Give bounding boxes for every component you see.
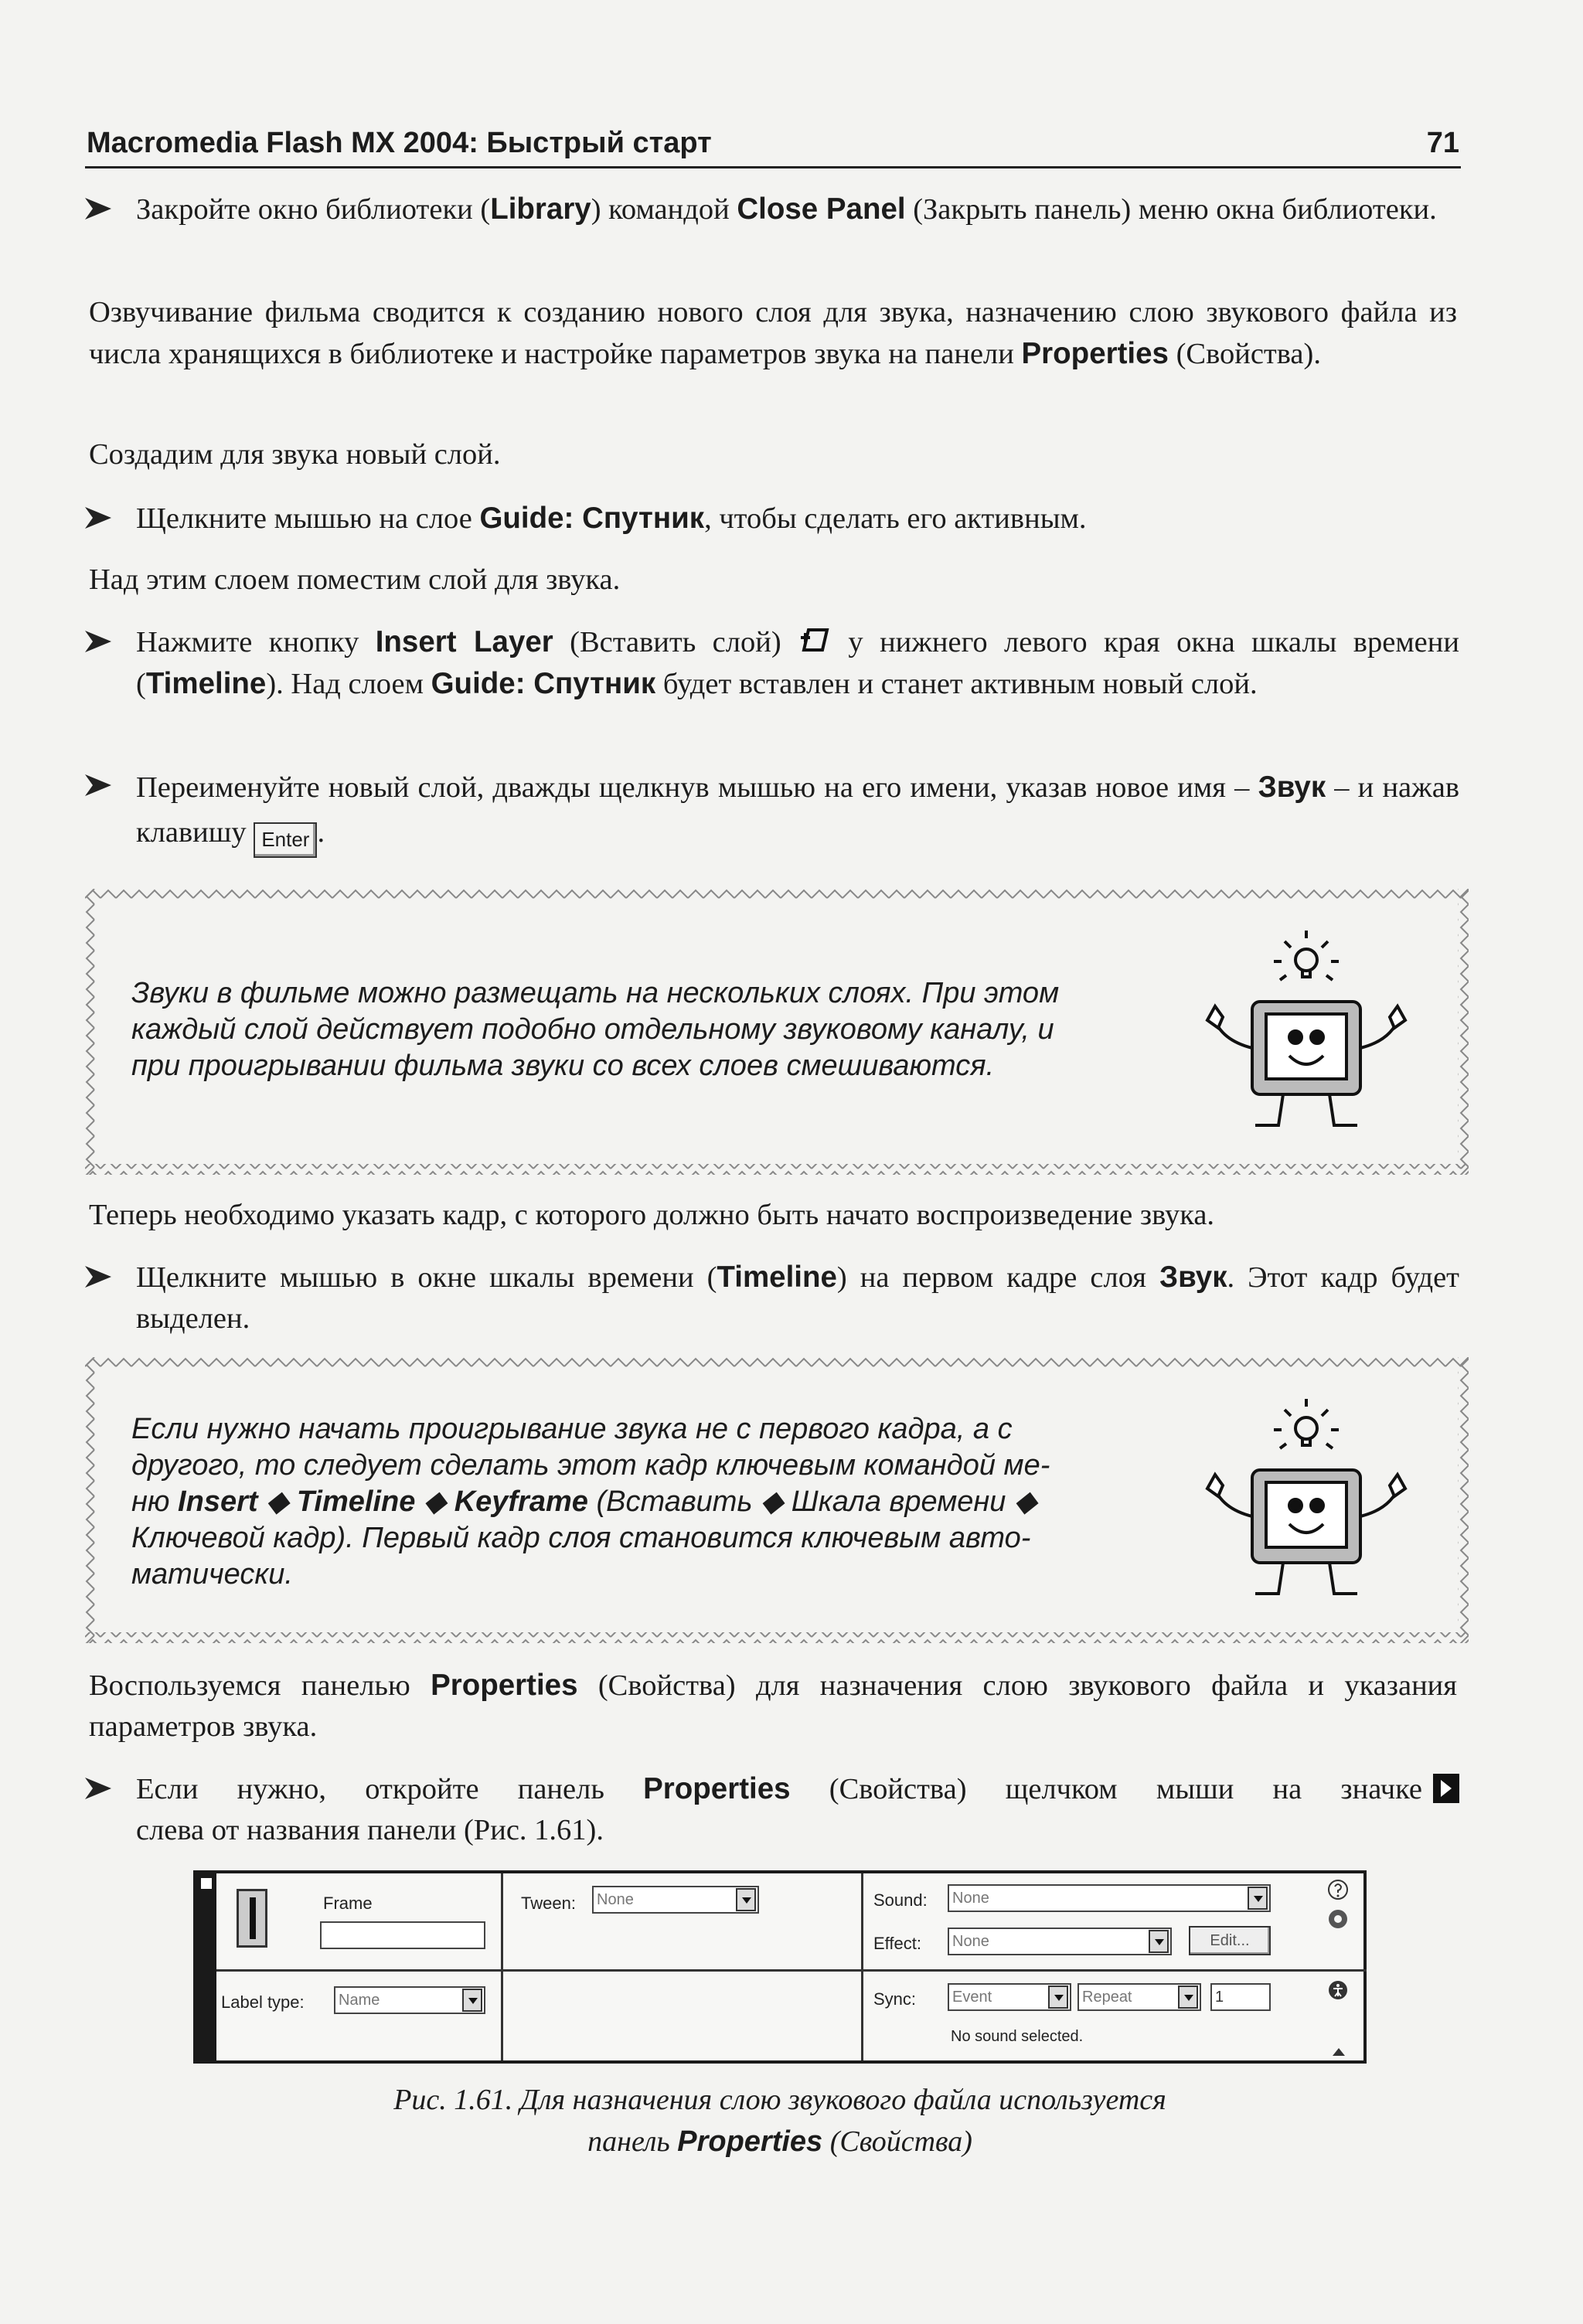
insert-layer-icon <box>798 625 832 656</box>
actions-icon[interactable] <box>1326 1907 1350 1937</box>
paragraph-sound-intro: Озвучивание фильма сводится к созданию нового слоя для звука, назначению слою звукового файла из числа хранящихся в библиотеке и настройке параметров звука на панели Properties (Свойства). <box>89 296 1457 370</box>
frame-name-input[interactable] <box>320 1921 485 1949</box>
help-icon[interactable] <box>1326 1878 1350 1907</box>
bullet-arrow-icon <box>85 774 111 796</box>
accessibility-icon[interactable] <box>1326 1979 1350 2008</box>
sound-select[interactable]: None <box>948 1884 1271 1912</box>
repeat-count-input[interactable]: 1 <box>1210 1983 1271 2011</box>
label-type-select[interactable]: Name <box>334 1986 485 2014</box>
paragraph-start-frame: Теперь необходимо указать кадр, с которого должно быть начато воспроизведение звука. <box>89 1199 1215 1231</box>
label-type-label: Label type: <box>221 1992 305 2012</box>
effect-select[interactable]: None <box>948 1928 1172 1955</box>
chevron-down-icon[interactable] <box>1149 1930 1169 1953</box>
paragraph-above-layer: Над этим слоем поместим слой для звука. <box>89 563 621 596</box>
expand-arrow-icon <box>1433 1774 1459 1803</box>
frame-label: Frame <box>323 1894 373 1913</box>
bullet-arrow-icon <box>85 198 111 219</box>
running-header <box>85 124 1461 168</box>
page-number: 71 <box>1426 127 1459 159</box>
bullet-arrow-icon <box>85 1266 111 1288</box>
sound-label: Sound: <box>873 1890 928 1910</box>
effect-label: Effect: <box>873 1934 921 1953</box>
repeat-select[interactable]: Repeat <box>1077 1983 1201 2011</box>
chevron-down-icon[interactable] <box>736 1888 756 1911</box>
collapse-icon[interactable] <box>199 1877 213 1890</box>
tip-text: Звуки в фильме можно размещать на нескольких слоях. При этом каждый слой действует подобно отдельному звуковому каналу, и при проигрывании фильма звуки со всех слоев смешиваются. <box>131 977 1060 1082</box>
book-title: Macromedia Flash MX 2004: Быстрый старт <box>87 127 712 159</box>
tip-text: Если нужно начать проигрывание звука не с первого кадра, а с другого, то следует сделать этот кадр ключевым командой ме- ню Insert ◆ Timeline ◆ Keyframe (Вставить ◆ Шкала времени ◆ Ключевой кадр). Первый кадр слоя становится ключевым авто- матически. <box>131 1413 1050 1591</box>
paragraph-use-properties: Воспользуемся панелью Properties (Свойства) для назначения слою звукового файла и указания параметров звука. <box>89 1669 1457 1743</box>
frame-icon <box>237 1889 267 1948</box>
tip-box-multiple-sound-layers <box>85 889 1469 1175</box>
chevron-down-icon[interactable] <box>1178 1985 1198 2009</box>
bullet-arrow-icon <box>85 507 111 529</box>
collapse-up-icon[interactable] <box>1331 2037 1346 2064</box>
paragraph-new-layer: Создадим для звука новый слой. <box>89 438 501 471</box>
monitor-mascot-icon <box>1190 1393 1422 1621</box>
chevron-down-icon[interactable] <box>462 1989 482 2012</box>
panel-collapse-strip[interactable] <box>196 1873 216 2060</box>
monitor-mascot-icon <box>1190 924 1422 1152</box>
bullet-arrow-icon <box>85 1778 111 1799</box>
tween-label: Tween: <box>521 1894 576 1913</box>
enter-key: Enter <box>254 822 317 858</box>
chevron-down-icon[interactable] <box>1248 1887 1268 1910</box>
edit-button[interactable]: Edit... <box>1189 1926 1271 1955</box>
tween-select[interactable]: None <box>592 1886 759 1914</box>
sync-select[interactable]: Event <box>948 1983 1071 2011</box>
tip-box-keyframe <box>85 1357 1469 1643</box>
bullet-text: Закройте окно библиотеки (Library) командой Close Panel (Закрыть панель) меню окна библиотеки. <box>136 192 1437 226</box>
properties-panel <box>193 1870 1367 2064</box>
figure-caption: Рис. 1.61. Для назначения слою звукового файла используется панель Properties (Свойства) <box>393 2084 1166 2158</box>
chevron-down-icon[interactable] <box>1048 1985 1068 2009</box>
sync-label: Sync: <box>873 1989 917 2009</box>
sound-status-text: No sound selected. <box>951 2028 1084 2045</box>
bullet-arrow-icon <box>85 631 111 652</box>
